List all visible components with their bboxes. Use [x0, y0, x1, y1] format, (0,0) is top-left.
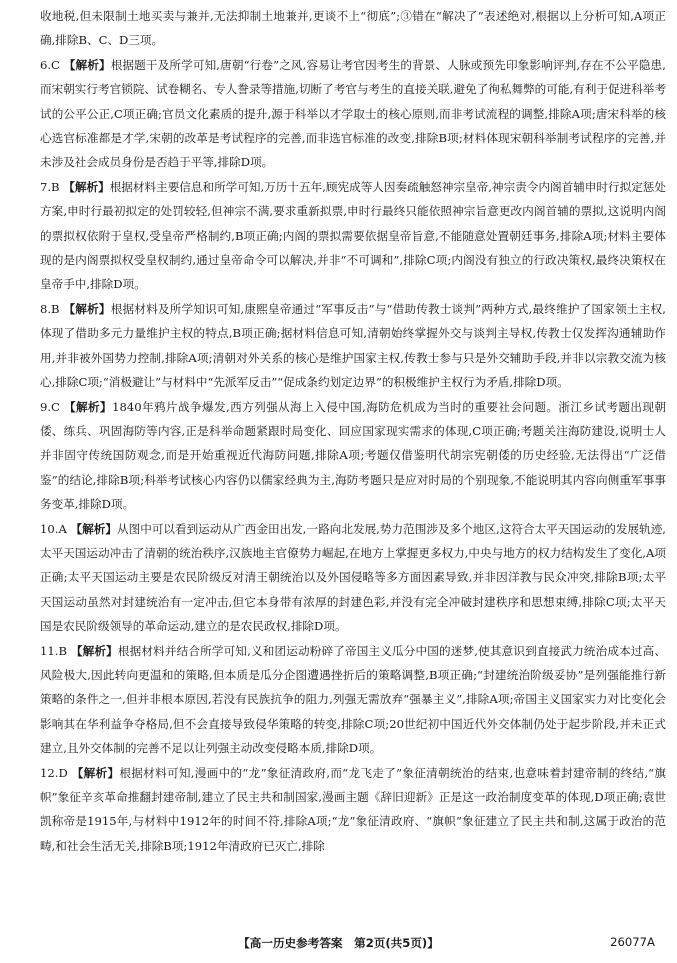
question-number: 10.A	[40, 521, 67, 536]
answer-items	[40, 53, 666, 858]
lead-paragraph: 收地税,但未限制土地买卖与兼并,无法抑制土地兼并,更谈不上“彻底”;③错在“解决了”表述绝对,根据以上分析可知,A项正确,排除B、C、D三项。	[40, 9, 666, 48]
analysis-tag: 【解析】	[63, 179, 110, 194]
question-number: 9.C	[40, 399, 60, 414]
question-number: 11.B	[40, 643, 67, 658]
analysis-tag: 【解析】	[71, 765, 120, 780]
answer-item	[40, 297, 666, 395]
analysis-tag: 【解析】	[63, 301, 111, 316]
question-number: 12.D	[40, 765, 68, 780]
answer-item	[40, 639, 666, 761]
footer-title: 【高一历史参考答案 第2页(共5页)】	[238, 936, 439, 950]
answer-item	[40, 517, 666, 639]
question-number: 8.B	[40, 301, 60, 316]
question-number: 6.C	[40, 57, 60, 72]
answer-item	[40, 761, 666, 859]
analysis-tag: 【解析】	[70, 643, 118, 658]
analysis-text: 根据材料及所学知识可知,康熙皇帝通过“军事反击”与“借助传教士谈判”两种方式,最终维护了国家领土主权,体现了借助多元力量维护主权的特点,B项正确;据材料信息可知,清朝始终掌握外交与谈判主导权,传教士仅发挥沟通辅助作用,并非被外国势力控制,排除A项;清朝对外关系的核心是维护国家主权,传教士参与只是外交辅助手段,并非以宗教交流为核心,排除C项;“消极避让”与材料中“先派军反击”“促成条约划定边界”的积极维护主权行为矛盾,排除D项。	[40, 301, 666, 390]
answer-content	[40, 4, 666, 858]
analysis-text: 根据材料并结合所学可知,义和团运动粉碎了帝国主义瓜分中国的迷梦,使其意识到直接武力统治成本过高、风险极大,因此转向更温和的策略,但本质是瓜分企图遭遇挫折后的策略调整,B项正确;“封建统治阶级妥协”是列强能推行新策略的条件之一,但并非根本原因,若没有民族抗争的阻力,列强无需放弃“强暴主义”,排除A项;帝国主义国家实力对比变化会影响其在华利益争夺格局,但不会直接导致侵华策略的转变,排除C项;20世纪初中国近代外交体制仍处于起步阶段,并未正式建立,且外交体制的完善不足以让列强主动改变侵略本质,排除D项。	[40, 643, 667, 756]
footer-code: 26077A	[610, 935, 655, 949]
analysis-text: 从图中可以看到运动从广西金田出发,一路向北发展,势力范围涉及多个地区,这符合太平天国运动的发展轨迹,太平天国运动冲击了清朝的统治秩序,汉族地主官僚势力崛起,在地方上掌握更多权力,中央与地方的权力结构发生了变化,A项正确;太平天国运动主要是农民阶级反对清王朝统治以及外国侵略等多方面因素导致,并非因洋教与民众冲突,排除B项;太平天国运动虽然对封建统治有一定冲击,但它本身带有浓厚的封建色彩,并没有完全冲破封建秩序和思想束缚,排除C项;太平天国是农民阶级领导的革命运动,建立的是农民政权,排除D项。	[40, 521, 666, 634]
analysis-text: 根据题干及所学可知,唐朝“行卷”之风,容易让考官因考生的背景、人脉或预先印象影响评判,存在不公平隐患,而宋朝实行考官锁院、试卷糊名、专人誊录等措施,切断了考官与考生的直接关联,避免了徇私舞弊的可能,有利于促进科举考试的公平公正,C项正确;官员文化素质的提升,源于科举以才学取士的核心原则,而非考试流程的调整,排除A项;唐宋科举的核心选官标准都是才学,宋朝的改革是考试程序的完善,而非选官标准的改变,排除B项;材料体现宋朝科举制考试程序的完善,并未涉及社会成员身份是否趋于平等,排除D项。	[40, 57, 666, 170]
analysis-text: 根据材料可知,漫画中的“龙”象征清政府,而“龙飞走了”象征清朝统治的结束,也意味着封建帝制的终结,“旗帜”象征辛亥革命推翻封建帝制,建立了民主共和制国家,漫画主题《辞旧迎新》正是这一政治制度变革的体现,D项正确;袁世凯称帝是1915年,与材料中1912年的时间不符,排除A项;“龙”象征清政府、“旗帜”象征建立了民主共和制,这属于政治的范畴,和社会生活无关,排除B项;1912年清政府已灭亡,排除	[40, 765, 666, 853]
analysis-tag: 【解析】	[70, 521, 117, 536]
answer-item	[40, 53, 666, 175]
analysis-tag: 【解析】	[64, 399, 113, 414]
analysis-text: 根据材料主要信息和所学可知,万历十五年,顾宪成等人因奏疏触怒神宗皇帝,神宗责令内阁首辅申时行拟定惩处方案,申时行最初拟定的处罚较轻,但神宗不满,要求重新拟票,申时行最终只能依照神宗旨意更改内阁首辅的票拟,这说明内阁的票拟权依附于皇权,受皇帝严格制约,B项正确;内阁的票拟需要依据皇帝旨意,不能随意处置朝廷事务,排除A项;材料主要体现的是内阁票拟权受皇权制约,通过皇帝命令可以解决,并非“不可调和”,排除C项;内阁没有独立的行政决策权,最终决策权在皇帝手中,排除D项。	[40, 179, 666, 292]
analysis-text: 1840年鸦片战争爆发,西方列强从海上入侵中国,海防危机成为当时的重要社会问题。浙江乡试考题出现朝倭、练兵、巩固海防等内容,正是科举命题紧跟时局变化、回应国家现实需求的体现,C项正确;考题关注海防建设,说明士人并非固守传统国防观念,而是开始重视近代海防问题,排除A项;考题仅借鉴明代胡宗宪朝倭的历史经验,无法得出“广泛借鉴”的结论,排除B项;科举考试核心内容仍以儒家经典为主,海防考题只是应对时局的个别现象,不能说明其内容向侧重军事事务变革,排除D项。	[40, 399, 666, 512]
answer-item	[40, 175, 666, 297]
answer-item	[40, 395, 666, 517]
analysis-tag: 【解析】	[63, 57, 111, 72]
question-number: 7.B	[40, 179, 60, 194]
page-footer	[0, 935, 677, 955]
